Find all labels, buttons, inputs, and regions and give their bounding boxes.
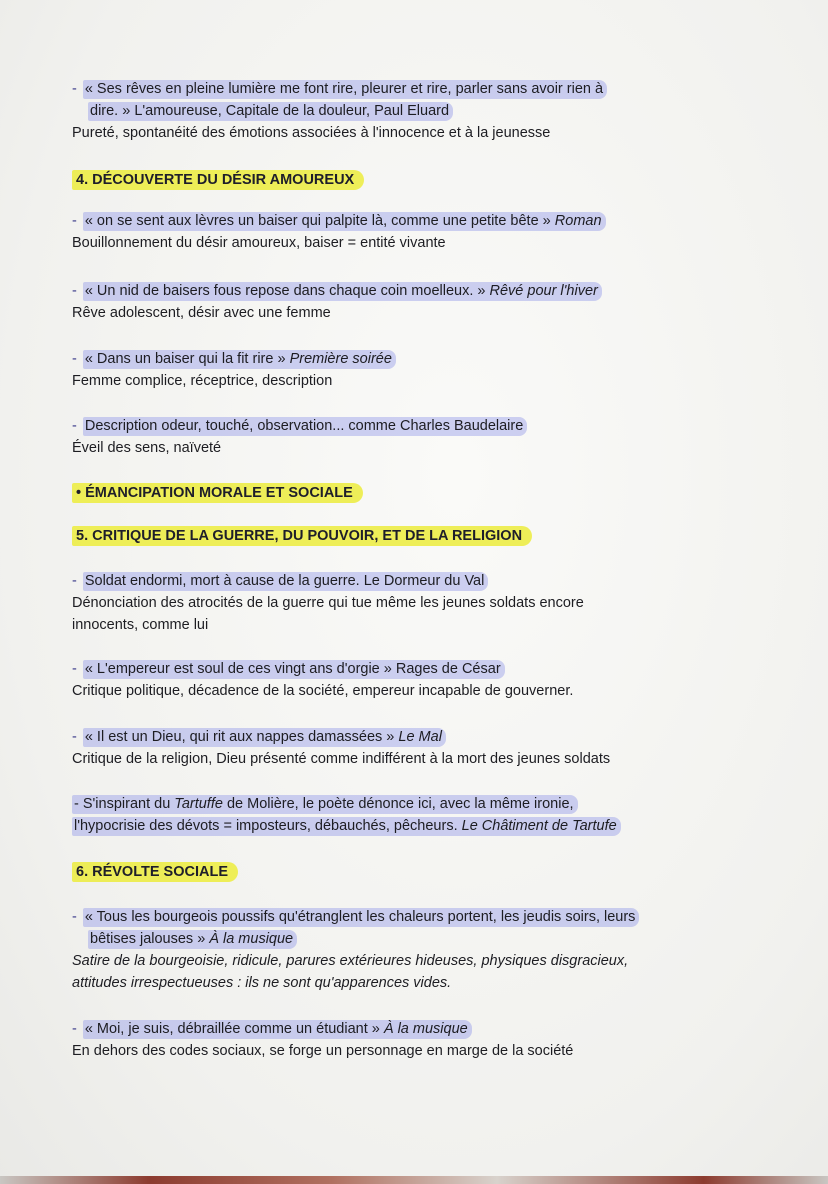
note-text: innocents, comme lui bbox=[72, 617, 209, 633]
note-text: Pureté, spontanéité des émotions associées à l'innocence et à la jeunesse bbox=[72, 125, 551, 141]
bullet-dash: - bbox=[72, 909, 77, 925]
section-heading-4 bbox=[72, 170, 762, 190]
quote-body: bêtises jalouses » bbox=[90, 931, 206, 947]
quote-source: À la musique bbox=[209, 931, 294, 947]
quote-block-rages bbox=[72, 658, 762, 702]
bullet-dash: - bbox=[72, 81, 77, 97]
quote-text bbox=[72, 817, 621, 836]
note-text: Femme complice, réceptrice, description bbox=[72, 373, 333, 389]
quote-body: « Moi, je suis, débraillée comme un étudiant » bbox=[84, 1021, 380, 1037]
theme-title: • ÉMANCIPATION MORALE ET SOCIALE bbox=[72, 483, 363, 503]
section-heading-6 bbox=[72, 862, 762, 882]
bullet-dash: - bbox=[72, 213, 77, 229]
bullet-dash: - bbox=[72, 729, 77, 745]
quote-body: « Dans un baiser qui la fit rire » bbox=[84, 351, 286, 367]
quote-block-roman bbox=[72, 210, 762, 254]
quote-text: « L'empereur est soul de ces vingt ans d'orgie » Rages de César bbox=[83, 660, 505, 679]
note-text: attitudes irrespectueuses : ils ne sont qu'apparences vides. bbox=[72, 975, 452, 991]
note-text: Dénonciation des atrocités de la guerre qui tue même les jeunes soldats encore bbox=[72, 595, 584, 611]
section-heading-5 bbox=[72, 526, 762, 546]
section-title: 5. CRITIQUE DE LA GUERRE, DU POUVOIR, ET DE LA RELIGION bbox=[72, 526, 532, 546]
quote-source: Roman bbox=[554, 213, 602, 229]
quote-text: Soldat endormi, mort à cause de la guerre. Le Dormeur du Val bbox=[83, 572, 489, 591]
quote-text: Description odeur, touché, observation... comme Charles Baudelaire bbox=[83, 417, 527, 436]
quote-body: de Molière, le poète dénonce ici, avec la même ironie, bbox=[226, 796, 574, 812]
note-text: Satire de la bourgeoisie, ridicule, parures extérieures hideuses, physiques disgracieux, bbox=[72, 953, 629, 969]
quote-source: Première soirée bbox=[289, 351, 392, 367]
desk-edge bbox=[0, 1176, 828, 1184]
quote-text bbox=[83, 282, 602, 301]
quote-block-reve bbox=[72, 280, 762, 324]
note-text: Rêve adolescent, désir avec une femme bbox=[72, 305, 331, 321]
quote-source: Le Châtiment de Tartufe bbox=[461, 818, 617, 834]
note-text: Critique de la religion, Dieu présenté comme indifférent à la mort des jeunes soldats bbox=[72, 751, 611, 767]
quote-text: dire. » L'amoureuse, Capitale de la douleur, Paul Eluard bbox=[88, 102, 453, 121]
quote-body: - S'inspirant du bbox=[74, 796, 171, 812]
bullet-dash: - bbox=[72, 351, 77, 367]
note-text: Éveil des sens, naïveté bbox=[72, 440, 222, 456]
quote-source: À la musique bbox=[383, 1021, 468, 1037]
quote-source: Rêvé pour l'hiver bbox=[489, 283, 598, 299]
note-text: Critique politique, décadence de la société, empereur incapable de gouverner. bbox=[72, 683, 574, 699]
note-text: En dehors des codes sociaux, se forge un personnage en marge de la société bbox=[72, 1043, 574, 1059]
bullet-dash: - bbox=[72, 1021, 77, 1037]
quote-text bbox=[72, 795, 578, 814]
section-title: 6. RÉVOLTE SOCIALE bbox=[72, 862, 238, 882]
work-title: Tartuffe bbox=[174, 796, 223, 812]
quote-block-debraillee bbox=[72, 1018, 762, 1062]
quote-source: Le Mal bbox=[398, 729, 442, 745]
bullet-dash: - bbox=[72, 661, 77, 677]
quote-block-baudelaire bbox=[72, 415, 762, 459]
quote-text bbox=[83, 1020, 472, 1039]
quote-block-eluard bbox=[72, 78, 762, 144]
bullet-dash: - bbox=[72, 418, 77, 434]
quote-block-bourgeois bbox=[72, 906, 762, 994]
theme-heading bbox=[72, 483, 762, 503]
quote-body: « Il est un Dieu, qui rit aux nappes damassées » bbox=[84, 729, 395, 745]
bullet-dash: - bbox=[72, 283, 77, 299]
quote-text bbox=[83, 728, 446, 747]
quote-text bbox=[83, 212, 606, 231]
quote-body: « on se sent aux lèvres un baiser qui palpite là, comme une petite bête » bbox=[84, 213, 551, 229]
quote-block-premiere-soiree bbox=[72, 348, 762, 392]
quote-block-le-mal bbox=[72, 726, 762, 770]
quote-body: l'hypocrisie des dévots = imposteurs, débauchés, pêcheurs. bbox=[74, 818, 458, 834]
note-text: Bouillonnement du désir amoureux, baiser = entité vivante bbox=[72, 235, 446, 251]
quote-body: « Un nid de baisers fous repose dans chaque coin moelleux. » bbox=[84, 283, 486, 299]
section-title: 4. DÉCOUVERTE DU DÉSIR AMOUREUX bbox=[72, 170, 364, 190]
bullet-dash: - bbox=[72, 573, 77, 589]
quote-text bbox=[83, 350, 396, 369]
quote-text: « Ses rêves en pleine lumière me font rire, pleurer et rire, parler sans avoir rien à bbox=[83, 80, 607, 99]
quote-text: « Tous les bourgeois poussifs qu'étranglent les chaleurs portent, les jeudis soirs, leurs bbox=[83, 908, 640, 927]
quote-text bbox=[88, 930, 297, 949]
quote-block-tartufe bbox=[72, 793, 762, 837]
quote-block-dormeur bbox=[72, 570, 762, 636]
